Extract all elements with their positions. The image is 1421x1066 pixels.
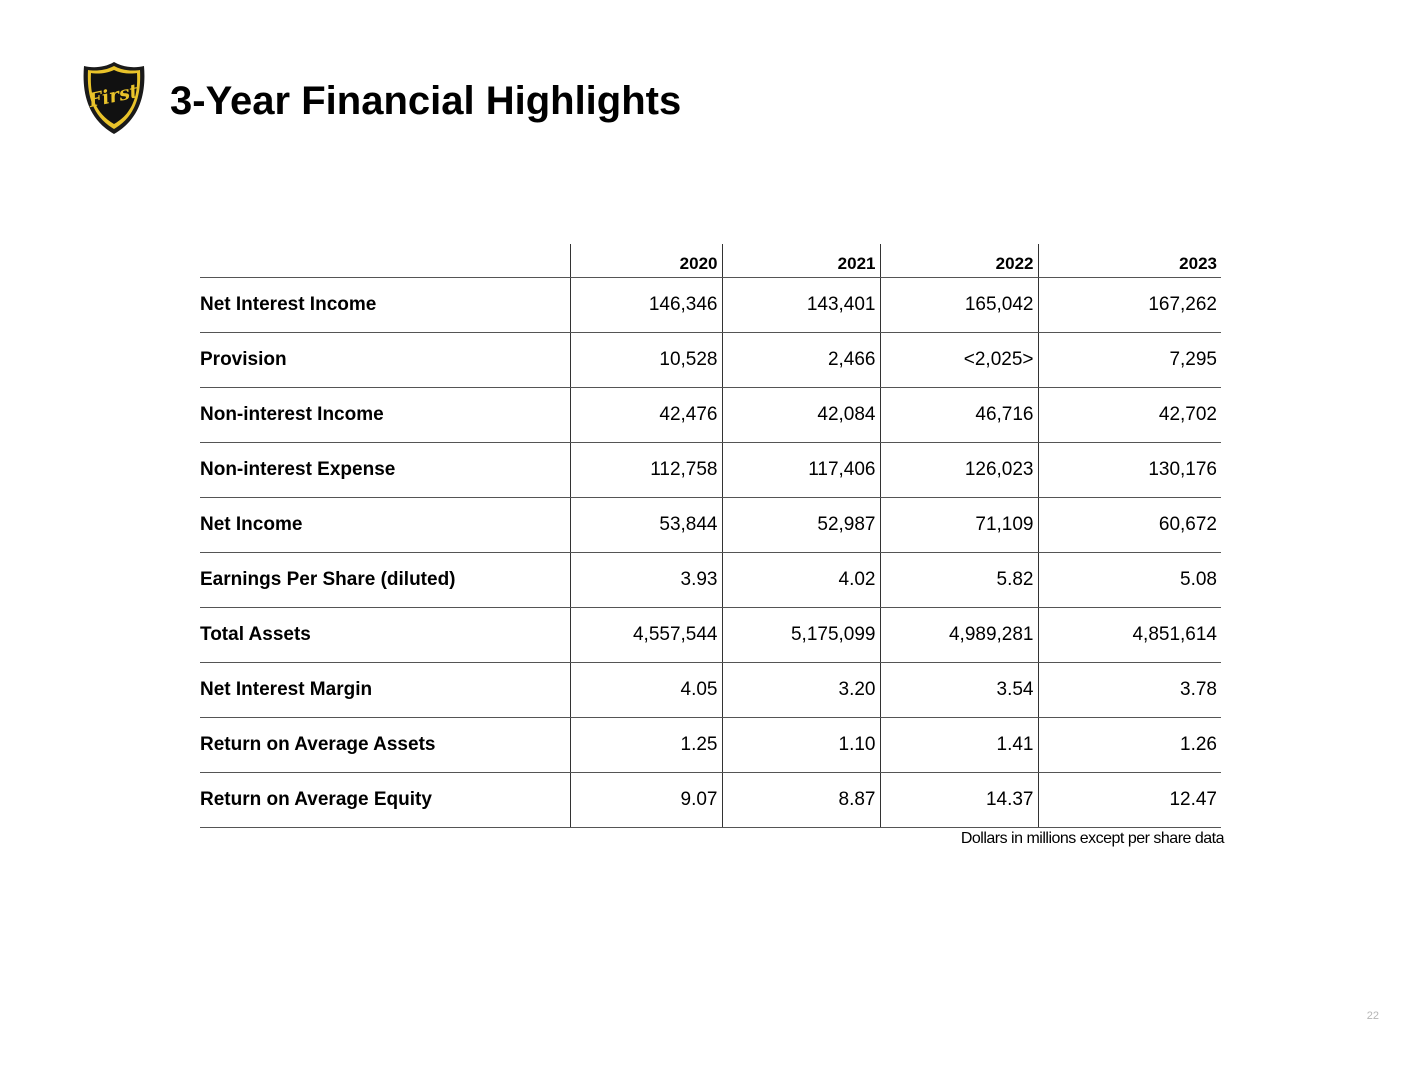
table-cell: 71,109 [880,498,1038,553]
table-cell: 1.25 [570,718,722,773]
table-row [200,388,1221,443]
row-label: Net Interest Income [200,278,570,333]
column-header: 2020 [570,244,722,278]
table-cell: 146,346 [570,278,722,333]
row-label: Non-interest Expense [200,443,570,498]
table-cell: 12.47 [1038,773,1221,828]
table-cell: 8.87 [722,773,880,828]
row-label: Non-interest Income [200,388,570,443]
table-cell: 4.02 [722,553,880,608]
financial-highlights-table [200,244,1221,828]
table-cell: 5.82 [880,553,1038,608]
row-label: Return on Average Equity [200,773,570,828]
table-cell: 4,851,614 [1038,608,1221,663]
table-header-row [200,244,1221,278]
column-header: 2022 [880,244,1038,278]
table-cell: 167,262 [1038,278,1221,333]
table-row [200,718,1221,773]
table-cell: 7,295 [1038,333,1221,388]
table-cell: 4,557,544 [570,608,722,663]
footnote: Dollars in millions except per share data [960,830,1224,847]
table-cell: 143,401 [722,278,880,333]
table-cell: 130,176 [1038,443,1221,498]
table-cell: 2,466 [722,333,880,388]
table-cell: 42,476 [570,388,722,443]
table-cell: 53,844 [570,498,722,553]
table-cell: 3.54 [880,663,1038,718]
table-cell: 1.26 [1038,718,1221,773]
table-cell: 3.20 [722,663,880,718]
page-number: 22 [1366,1010,1379,1022]
row-label: Net Income [200,498,570,553]
table-cell: 5,175,099 [722,608,880,663]
table-cell: 46,716 [880,388,1038,443]
table-cell: 42,084 [722,388,880,443]
row-label: Total Assets [200,608,570,663]
row-label: Return on Average Assets [200,718,570,773]
column-header: 2021 [722,244,880,278]
table-cell: 42,702 [1038,388,1221,443]
table-cell: 1.10 [722,718,880,773]
first-shield-logo [80,60,148,136]
table-cell: 4.05 [570,663,722,718]
table-cell: 52,987 [722,498,880,553]
page-title: 3-Year Financial Highlights [170,79,682,123]
table-cell: 3.78 [1038,663,1221,718]
table-cell: 1.41 [880,718,1038,773]
column-header: 2023 [1038,244,1221,278]
row-label: Earnings Per Share (diluted) [200,553,570,608]
table-row [200,278,1221,333]
table-row [200,773,1221,828]
table-row [200,608,1221,663]
table-cell: 126,023 [880,443,1038,498]
table-cell: 60,672 [1038,498,1221,553]
row-label: Net Interest Margin [200,663,570,718]
table-cell: 9.07 [570,773,722,828]
svg-text:First: First [86,80,141,113]
table-cell: 10,528 [570,333,722,388]
header-blank-cell [200,244,570,278]
table-cell: 165,042 [880,278,1038,333]
table-row [200,443,1221,498]
table-row [200,498,1221,553]
table-cell: 112,758 [570,443,722,498]
row-label: Provision [200,333,570,388]
table-cell: 117,406 [722,443,880,498]
table-cell: 3.93 [570,553,722,608]
table-row [200,553,1221,608]
table-cell: 5.08 [1038,553,1221,608]
table-cell: 4,989,281 [880,608,1038,663]
table-row [200,663,1221,718]
table-cell: 14.37 [880,773,1038,828]
table-row [200,333,1221,388]
table-cell: <2,025> [880,333,1038,388]
